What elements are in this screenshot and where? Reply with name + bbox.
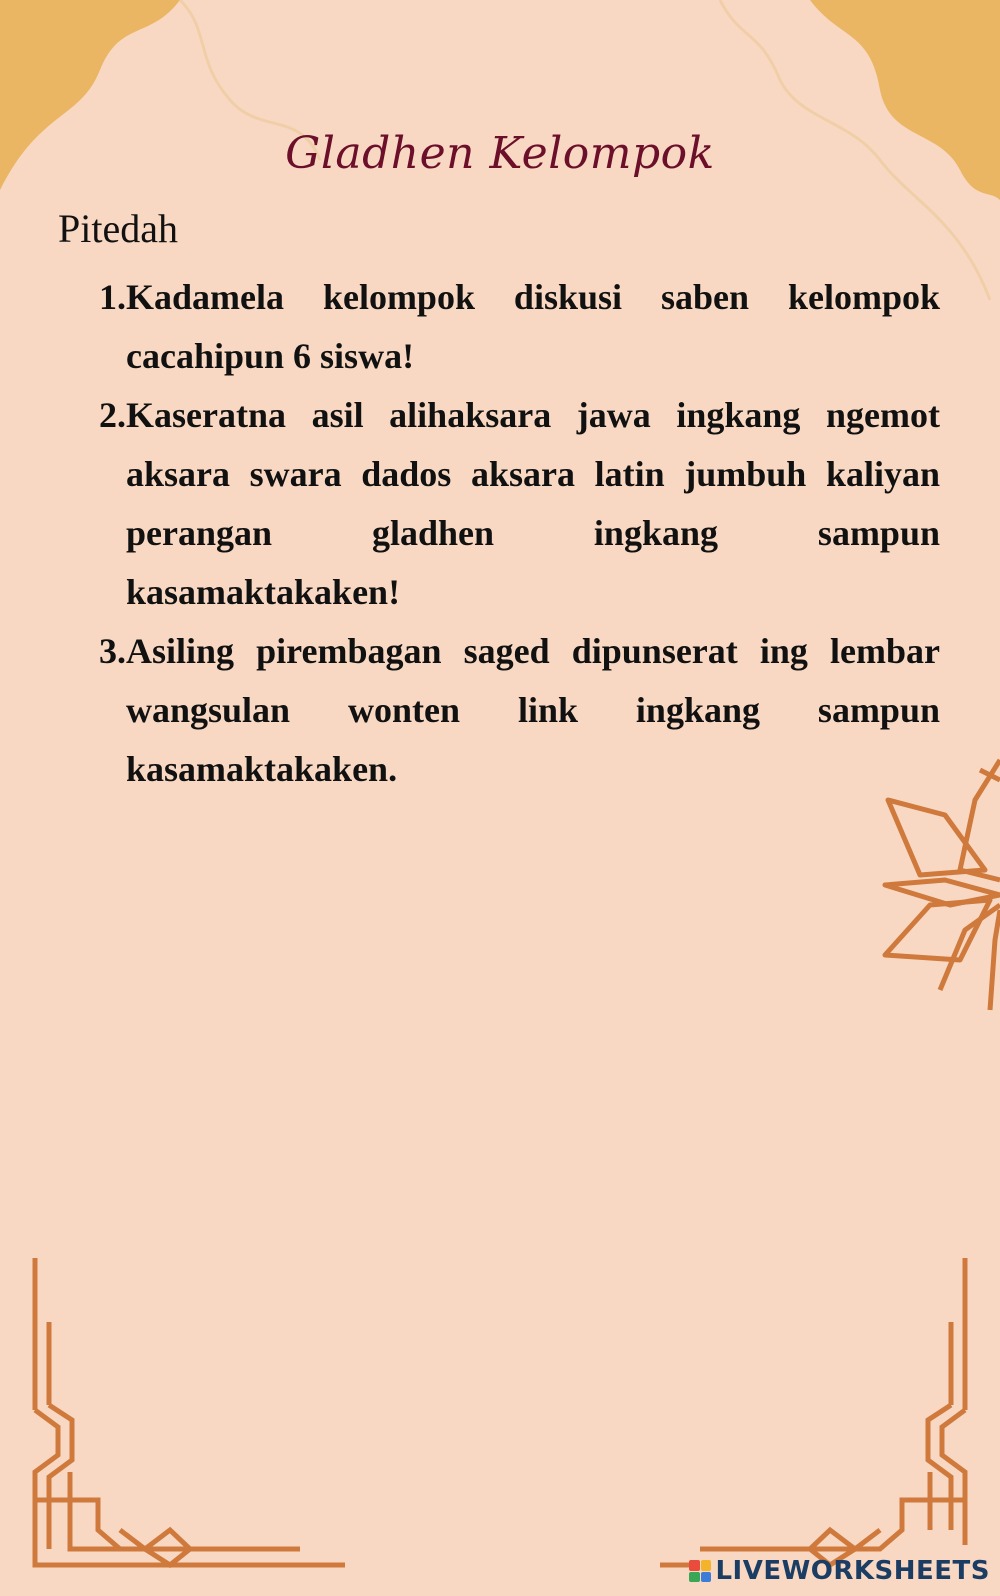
instruction-number: 3.: [99, 631, 126, 671]
frame-ornament-left: [35, 1258, 345, 1565]
instruction-item: [88, 622, 940, 799]
instruction-text: Kaseratna asil alihaksara jawa ingkang ngemot aksara swara dados aksara latin jumbuh kaliyan perangan gladhen ingkang sampun kasamaktakaken!: [126, 395, 940, 612]
frame-ornament-right: [660, 1258, 965, 1565]
instruction-number: 2.: [99, 395, 126, 435]
instruction-list: [88, 268, 940, 799]
instruction-text: Asiling pirembagan saged dipunserat ing lembar wangsulan wonten link ingkang sampun kasamaktakaken.: [126, 631, 940, 789]
section-heading: Pitedah: [58, 206, 178, 251]
instruction-text: Kadamela kelompok diskusi saben kelompok cacahipun 6 siswa!: [126, 277, 940, 376]
instruction-item: [88, 386, 940, 622]
instruction-number: 1.: [99, 277, 126, 317]
brand-name: LIVEWORKSHEETS: [715, 1556, 990, 1586]
brand-watermark: [689, 1556, 990, 1586]
page-title: Gladhen Kelompok: [285, 128, 715, 179]
liveworksheets-logo-icon: [689, 1560, 711, 1582]
instruction-item: [88, 268, 940, 386]
